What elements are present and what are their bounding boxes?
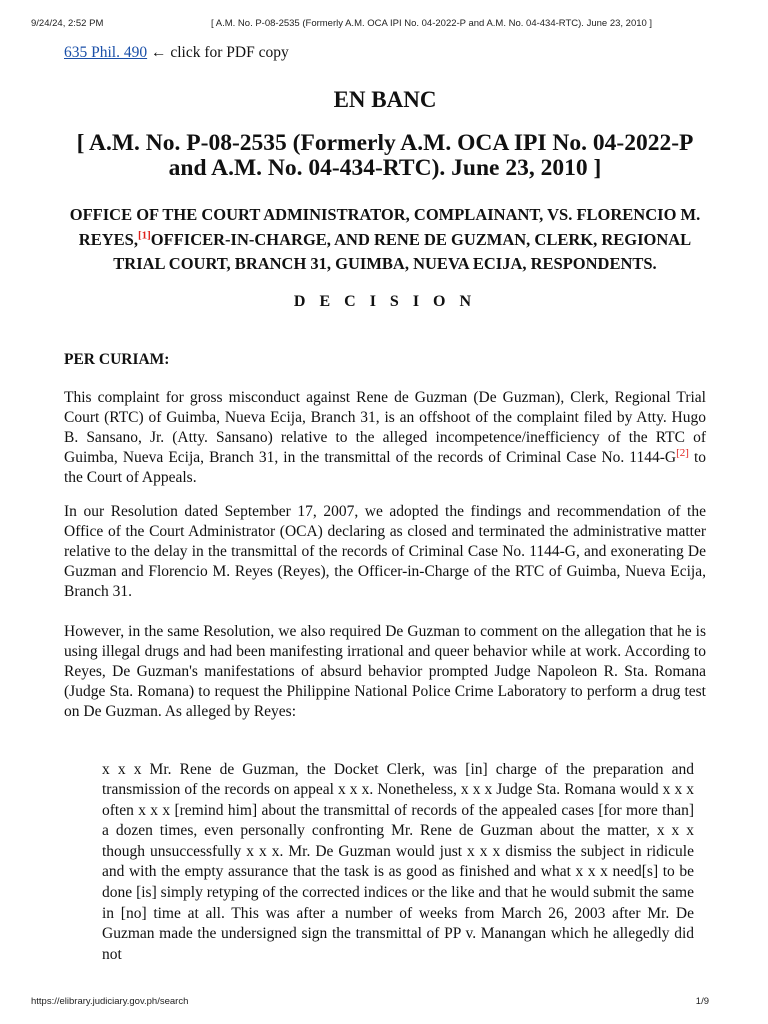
per-curiam-label: PER CURIAM: (64, 350, 170, 368)
paragraph-3: However, in the same Resolution, we also required De Guzman to comment on the allegation that he is using illegal drugs and had been manifesting irrational and queer behavior while at work. According to Reyes, De Guzman's manifestations of absurd behavior prompted Judge Napoleon R. Sta. Romana (Judge Sta. Romana) to request the Philippine National Police Crime Laboratory to perform a drug test on De Guzman. As alleged by Reyes: (64, 622, 706, 720)
parties-text-part2: OFFICER-IN-CHARGE, AND RENE DE GUZMAN, CLERK, REGIONAL TRIAL COURT, BRANCH 31, GUIMBA, NUEVA ECIJA, RESPONDENTS. (113, 229, 692, 273)
paragraph-2: In our Resolution dated September 17, 2007, we adopted the findings and recommendation of the Office of the Court Administrator (OCA) declaring as closed and terminated the administrative matter relative to the delay in the transmittal of the records of Criminal Case No. 1144-G, and exonerating De Guzman and Florencio M. Reyes (Reyes), the Officer-in-Charge of the RTC of Guimba, Nueva Ecija, Branch 31. (64, 502, 706, 600)
court-division-heading: EN BANC (333, 87, 437, 112)
paragraph-1-end: to the Court of Appeals. (64, 448, 706, 486)
parties-text-part1: OFFICE OF THE COURT ADMINISTRATOR, COMPLAINANT, VS. FLORENCIO M. REYES, (69, 205, 701, 249)
case-title: [ A.M. No. P-08-2535 (Formerly A.M. OCA IPI No. 04-2022-P and A.M. No. 04-434-RTC). June 23, 2010 ] (76, 130, 694, 181)
document-content (64, 43, 706, 965)
block-quote: x x x Mr. Rene de Guzman, the Docket Clerk, was [in] charge of the preparation and transmission of the records on appeal x x x. Nonetheless, x x x Judge Sta. Romana would x x x often x x x [remind him] about the transmittal of records of the appealed cases [for more than] a dozen times, even personally confronting Mr. Rene de Guzman about the matter, x x x though unsuccessfully x x x. Mr. De Guzman would just x x x dismiss the subject in ridicule and with the empty assurance that the task is as good as finished and what x x x need[s] to be done [is] simply retyping of the corrected indices or the like and that he would submit the same in [no] time at all. This was after a number of weeks from March 26, 2003 after Mr. De Guzman made the undersigned sign the transmittal of PP v. Manangan which he allegedly did not (102, 760, 694, 963)
paragraph-1-text: This complaint for gross misconduct against Rene de Guzman (De Guzman), Clerk, Regional Trial Court (RTC) of Guimba, Nueva Ecija, Branch 31, is an offshoot of the complaint filed by Atty. Hugo B. Sansano, Jr. (Atty. Sansano) relative to the alleged incompetence/inefficiency of the RTC of Guimba, Nueva Ecija, Branch 31, in the transmittal of the records of Criminal Case No. 1144-G (64, 388, 706, 466)
pdf-copy-line (64, 43, 706, 63)
decision-heading: D E C I S I O N (293, 292, 477, 310)
paragraph-1 (64, 388, 706, 488)
page-number: 1/9 (695, 996, 709, 1007)
pdf-copy-hint: ← click for PDF copy (147, 44, 289, 61)
footnote-link-1[interactable]: [1] (137, 229, 151, 241)
case-parties (64, 203, 706, 277)
pdf-copy-link[interactable]: 635 Phil. 490 (64, 44, 148, 61)
footnote-link-2[interactable]: [2] (676, 446, 689, 459)
print-url: https://elibrary.judiciary.gov.ph/search (31, 996, 189, 1007)
print-page-title: [ A.M. No. P-08-2535 (Formerly A.M. OCA IPI No. 04-2022-P and A.M. No. 04-434-RTC). June 23, 2010 ] (211, 18, 653, 29)
print-datetime: 9/24/24, 2:52 PM (31, 18, 104, 29)
